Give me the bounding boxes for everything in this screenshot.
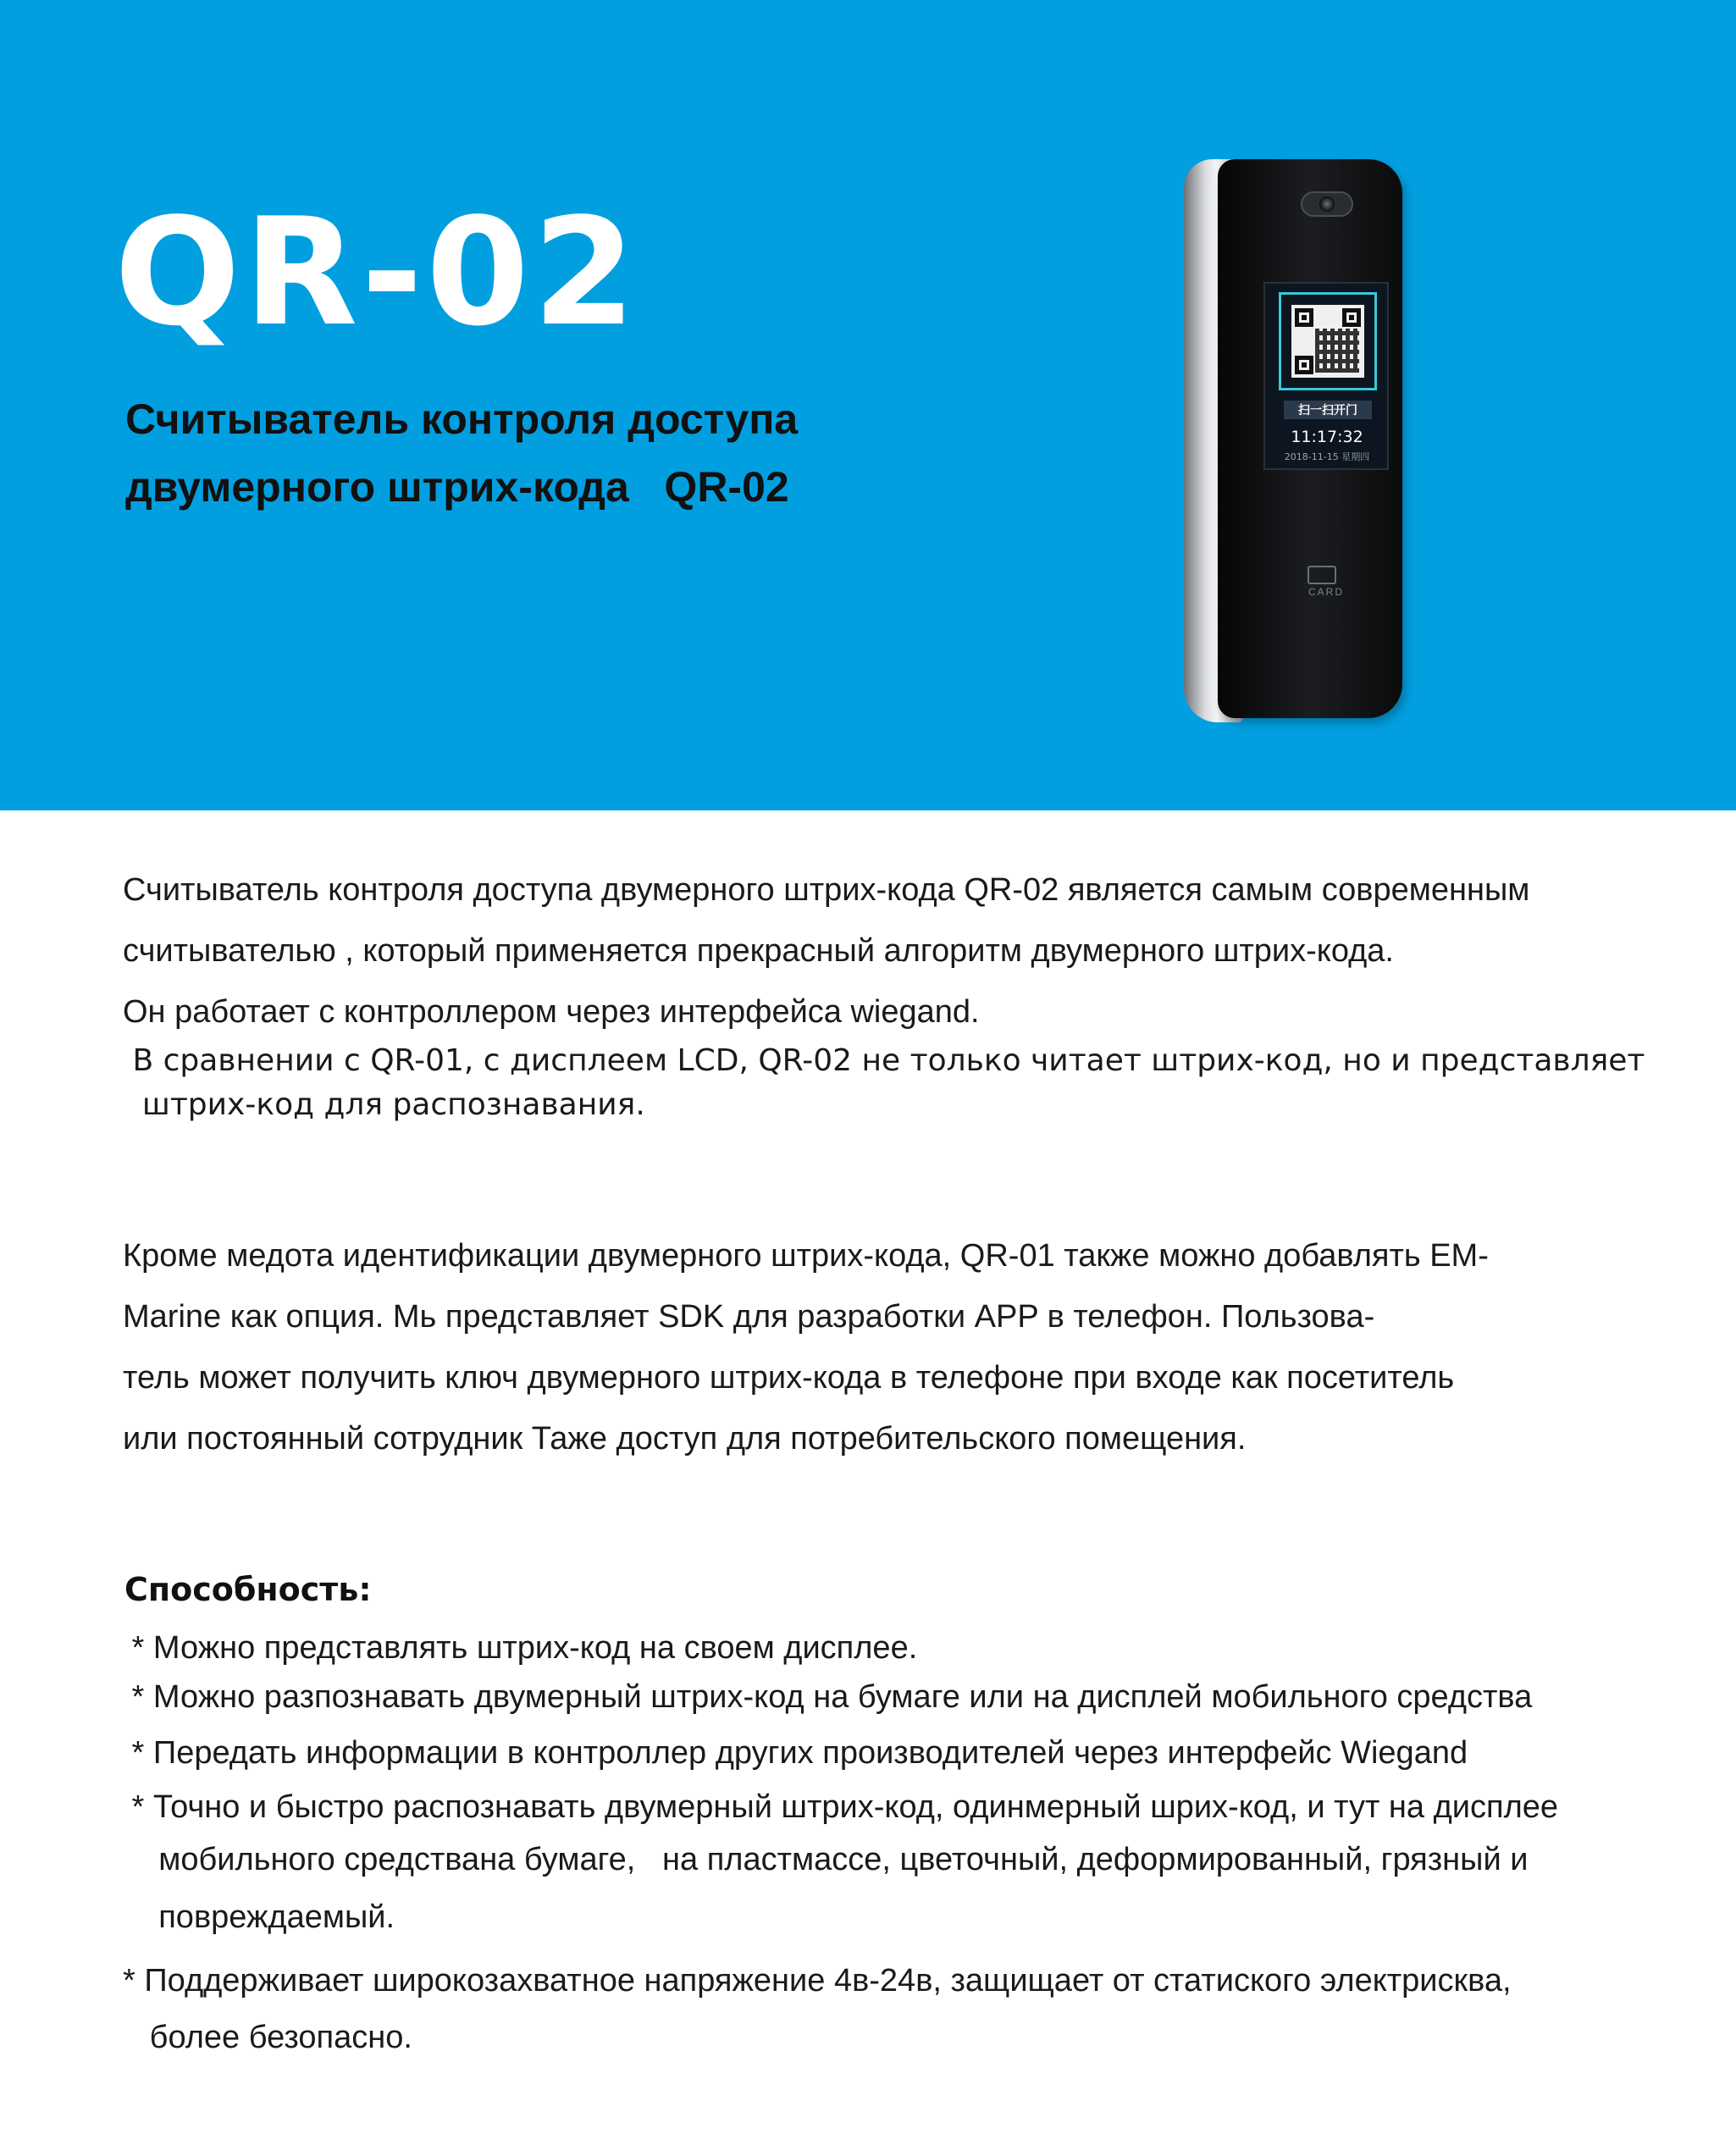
- product-subtitle: [125, 385, 972, 521]
- intro-line: Он работает с контроллером через интерфейса wiegand.: [123, 994, 980, 1030]
- subtitle-line: Считыватель контроля доступа: [125, 395, 799, 443]
- subtitle-line: двумерного штрих-кода QR-02: [125, 463, 789, 511]
- capability-item: * Точно и быстро распознавать двумерный штрих-код, одинмерный шрих-код, и тут на дисплее: [123, 1789, 1559, 1825]
- qr-code-icon: [1291, 305, 1364, 378]
- intro-paragraph: [123, 860, 1706, 1136]
- product-title: QR-02: [114, 187, 639, 359]
- hero-banner: [0, 0, 1736, 810]
- card-reader-area: [1301, 566, 1352, 600]
- details-line: или постоянный сотрудник Таже доступ для потребительского помещения.: [123, 1421, 1247, 1457]
- product-image-qr-reader: [1184, 159, 1402, 722]
- details-line: Кроме медота идентификации двумерного штрих-кода, QR-01 также можно добавлять EM-: [123, 1238, 1489, 1274]
- details-line: Marine как опция. Мь представляет SDK для разработки APP в телефон. Пользова-: [123, 1299, 1375, 1335]
- capability-item: мобильного средствана бумаге, на пластмассе, цветочный, деформированный, грязный и: [123, 1842, 1529, 1877]
- details-line: тель может получить ключ двумерного штрих-кода в телефоне при входе как посетитель: [123, 1360, 1455, 1396]
- intro-line: Считыватель контроля доступа двумерного штрих-кода QR-02 является самым современным: [123, 872, 1530, 908]
- capability-item: * Можно представлять штрих-код на своем дисплее.: [123, 1630, 918, 1666]
- capability-item: более безопасно.: [123, 2020, 412, 2055]
- details-paragraph: [123, 1225, 1706, 1469]
- screen-date: 2018-11-15 星期四: [1284, 451, 1370, 462]
- intro-line: штрих-код для распознавания.: [123, 1087, 645, 1122]
- capability-item: * Можно разпознавать двумерный штрих-код на бумаге или на дисплей мобильного средства: [123, 1679, 1533, 1715]
- card-label: CARD: [1308, 586, 1344, 598]
- qr-code-frame: [1279, 292, 1377, 390]
- screen-scan-label: 扫一扫开门: [1284, 401, 1372, 419]
- capability-item: * Передать информации в контроллер других производителей через интерфейс Wiegand: [123, 1735, 1468, 1771]
- card-icon: [1308, 566, 1336, 584]
- intro-line: считывателью , который применяется прекрасный алгоритм двумерного штрих-кода.: [123, 933, 1394, 969]
- capability-heading: Способность:: [124, 1571, 372, 1608]
- capability-item: * Поддерживает широкозахватное напряжение 4в-24в, защищает от статиского электрисква,: [123, 1963, 1512, 1999]
- camera-icon: [1301, 191, 1353, 217]
- screen-time: 11:17:32: [1291, 428, 1363, 446]
- device-screen: [1263, 282, 1389, 470]
- intro-line: В сравнении с QR-01, с дисплеем LCD, QR-02 не только читает штрих-код, но и представляет: [123, 1043, 1645, 1078]
- capability-item: повреждаемый.: [123, 1899, 395, 1935]
